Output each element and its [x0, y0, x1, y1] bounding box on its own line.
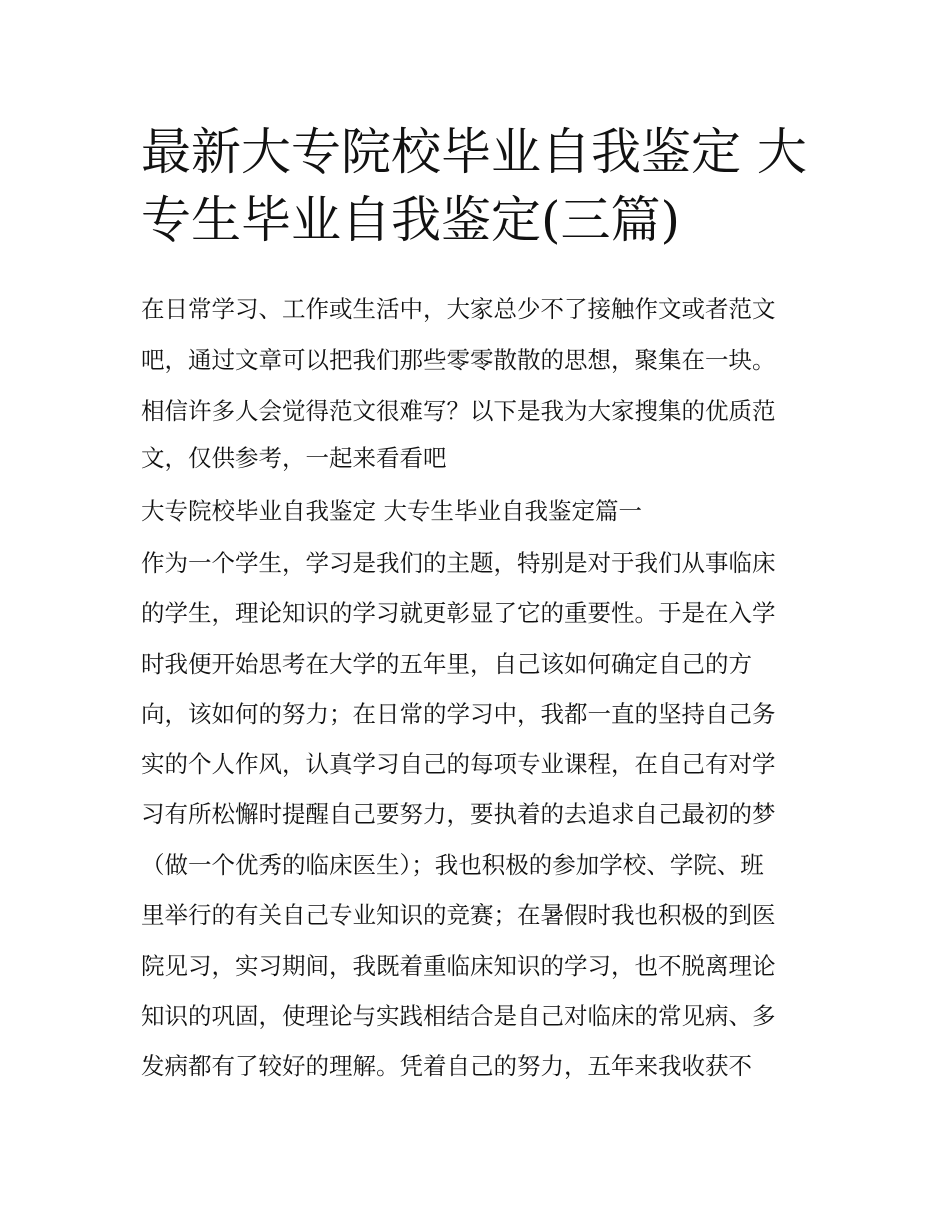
body-line: 时我便开始思考在大学的五年里，自己该如何确定自己的方 — [141, 650, 752, 678]
section-heading: 大专院校毕业自我鉴定 大专生毕业自我鉴定篇一 — [141, 497, 642, 525]
intro-line: 在日常学习、工作或生活中，大家总少不了接触作文或者范文 — [141, 295, 776, 323]
body-line: 知识的巩固，使理论与实践相结合是自己对临床的常见病、多 — [141, 1002, 776, 1030]
document-title — [141, 118, 821, 254]
intro-line: 相信许多人会觉得范文很难写？以下是我为大家搜集的优质范 — [141, 397, 776, 425]
body-line: 向，该如何的努力；在日常的学习中，我都一直的坚持自己务 — [141, 700, 776, 728]
title-line: 专生毕业自我鉴定(三篇) — [141, 191, 681, 249]
body-line: 里举行的有关自己专业知识的竞赛；在暑假时我也积极的到医 — [141, 901, 776, 929]
body-line: 院见习，实习期间，我既着重临床知识的学习，也不脱离理论 — [141, 952, 776, 980]
body-line: 实的个人作风，认真学习自己的每项专业课程，在自己有对学 — [141, 750, 776, 778]
intro-line: 吧，通过文章可以把我们那些零零散散的思想，聚集在一块。 — [141, 346, 776, 374]
body-line: （做一个优秀的临床医生）；我也积极的参加学校、学院、班 — [141, 851, 764, 879]
intro-line: 文，仅供参考，一起来看看吧 — [141, 444, 447, 472]
body-line: 作为一个学生，学习是我们的主题，特别是对于我们从事临床 — [141, 549, 776, 577]
body-line: 的学生，理论知识的学习就更彰显了它的重要性。于是在入学 — [141, 599, 776, 627]
body-line: 发病都有了较好的理解。凭着自己的努力，五年来我收获不 — [141, 1052, 752, 1080]
title-line: 最新大专院校毕业自我鉴定 大 — [141, 123, 807, 181]
body-line: 习有所松懈时提醒自己要努力，要执着的去追求自己最初的梦 — [141, 800, 776, 828]
